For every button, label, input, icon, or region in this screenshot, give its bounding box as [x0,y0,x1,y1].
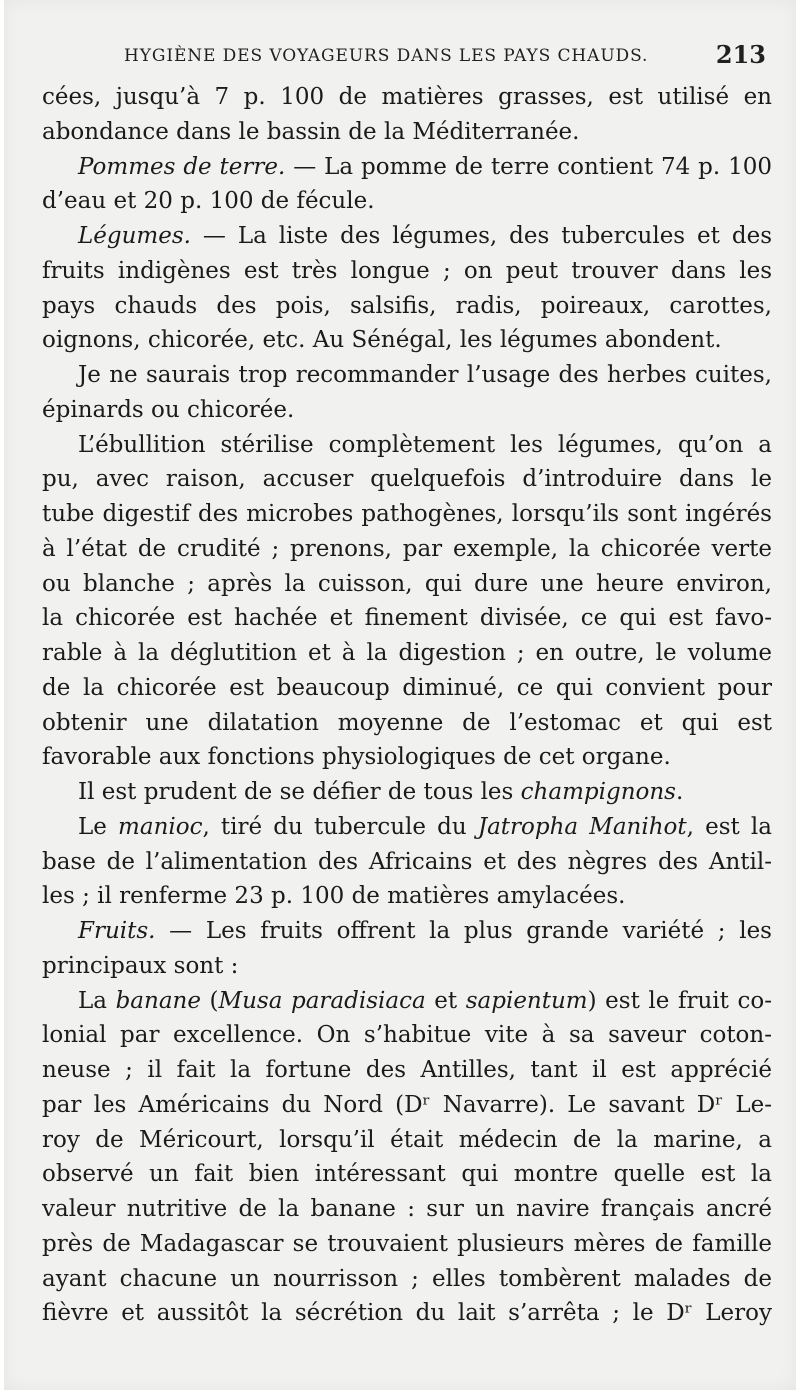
italic-term: champignons [520,779,676,805]
text-line: Le manioc, tiré du tubercule du Jatropha Manihot, est la [78,813,772,840]
text-line: Fruits. — Les fruits offrent la plus grande variété ; les [78,918,772,944]
body-text [42,80,772,1331]
text-line: près de Madagascar se trouvaient plusieurs mères de famille [42,1230,772,1257]
text-line: favorable aux fonctions physiologiques de cet organe. [42,744,671,771]
text-line: valeur nutritive de la banane : sur un navire français ancré [42,1196,772,1222]
italic-term: Jatropha Manihot [477,813,687,840]
page-header [40,40,766,74]
text-line: roy de Méricourt, lorsqu’il était médecin de la marine, a [42,1126,772,1153]
italic-term: Musa paradisiaca [218,987,426,1014]
text-line: fruits indigènes est très longue ; on peut trouver dans les [42,257,772,284]
text-line: obtenir une dilatation moyenne de l’estomac et qui est [42,709,772,736]
book-page [4,0,796,1390]
text-line: base de l’alimentation des Africains et des nègres des Antil- [42,848,772,875]
text-line: L’ébullition stérilise complètement les légumes, qu’on a [78,431,772,458]
text-line: par les Américains du Nord (Dʳ Navarre). Le savant Dʳ Le- [42,1091,772,1118]
text-line: lonial par excellence. On s’habitue vite à sa saveur coton- [42,1022,772,1049]
italic-term: Fruits. [78,918,156,944]
text-line: observé un fait bien intéressant qui montre quelle est la [42,1161,772,1188]
text-line: Pommes de terre. — La pomme de terre contient 74 p. 100 [78,153,772,180]
italic-term: Légumes. [78,223,191,249]
running-head: HYGIÈNE DES VOYAGEURS DANS LES PAYS CHAUDS. [124,46,649,66]
text-line: pu, avec raison, accuser quelquefois d’introduire dans le [42,466,772,493]
text-line: abondance dans le bassin de la Méditerranée. [42,118,580,145]
text-line: La banane (Musa paradisiaca et sapientum) est le fruit co- [78,987,772,1014]
italic-term: manioc [118,813,203,840]
text-line: fièvre et aussitôt la sécrétion du lait s’arrêta ; le Dʳ Leroy [42,1300,772,1327]
text-line: rable à la déglutition et à la digestion ; en outre, le volume [42,640,772,666]
text-line: à l’état de crudité ; prenons, par exemple, la chicorée verte [42,535,772,562]
text-line: ayant chacune un nourrisson ; elles tombèrent malades de [42,1265,772,1292]
text-line: neuse ; il fait la fortune des Antilles, tant il est apprécié [42,1057,772,1083]
italic-term: Pommes de terre. [78,153,286,180]
text-line: épinards ou chicorée. [42,396,295,423]
italic-term: sapientum [465,987,588,1014]
text-line: oignons, chicorée, etc. Au Sénégal, les légumes abondent. [42,327,722,354]
text-line: Il est prudent de se défier de tous les champignons. [78,779,684,805]
text-line: Légumes. — La liste des légumes, des tubercules et des [78,223,772,249]
text-line: cées, jusqu’à 7 p. 100 de matières grasses, est utilisé en [42,84,772,110]
text-line: ou blanche ; après la cuisson, qui dure une heure environ, [42,570,772,597]
text-line: de la chicorée est beaucoup diminué, ce qui convient pour [42,674,772,701]
italic-term: banane [115,987,201,1014]
text-line: tube digestif des microbes pathogènes, lorsqu’ils sont ingérés [42,501,772,527]
text-line: pays chauds des pois, salsifis, radis, poireaux, carottes, [42,292,772,319]
page-number: 213 [715,40,766,69]
text-line: d’eau et 20 p. 100 de fécule. [42,188,375,215]
text-line: les ; il renferme 23 p. 100 de matières amylacées. [42,883,626,910]
text-line: principaux sont : [42,952,239,979]
text-line: Je ne saurais trop recommander l’usage des herbes cuites, [78,362,772,388]
text-line: la chicorée est hachée et finement divisée, ce qui est favo- [42,605,772,632]
